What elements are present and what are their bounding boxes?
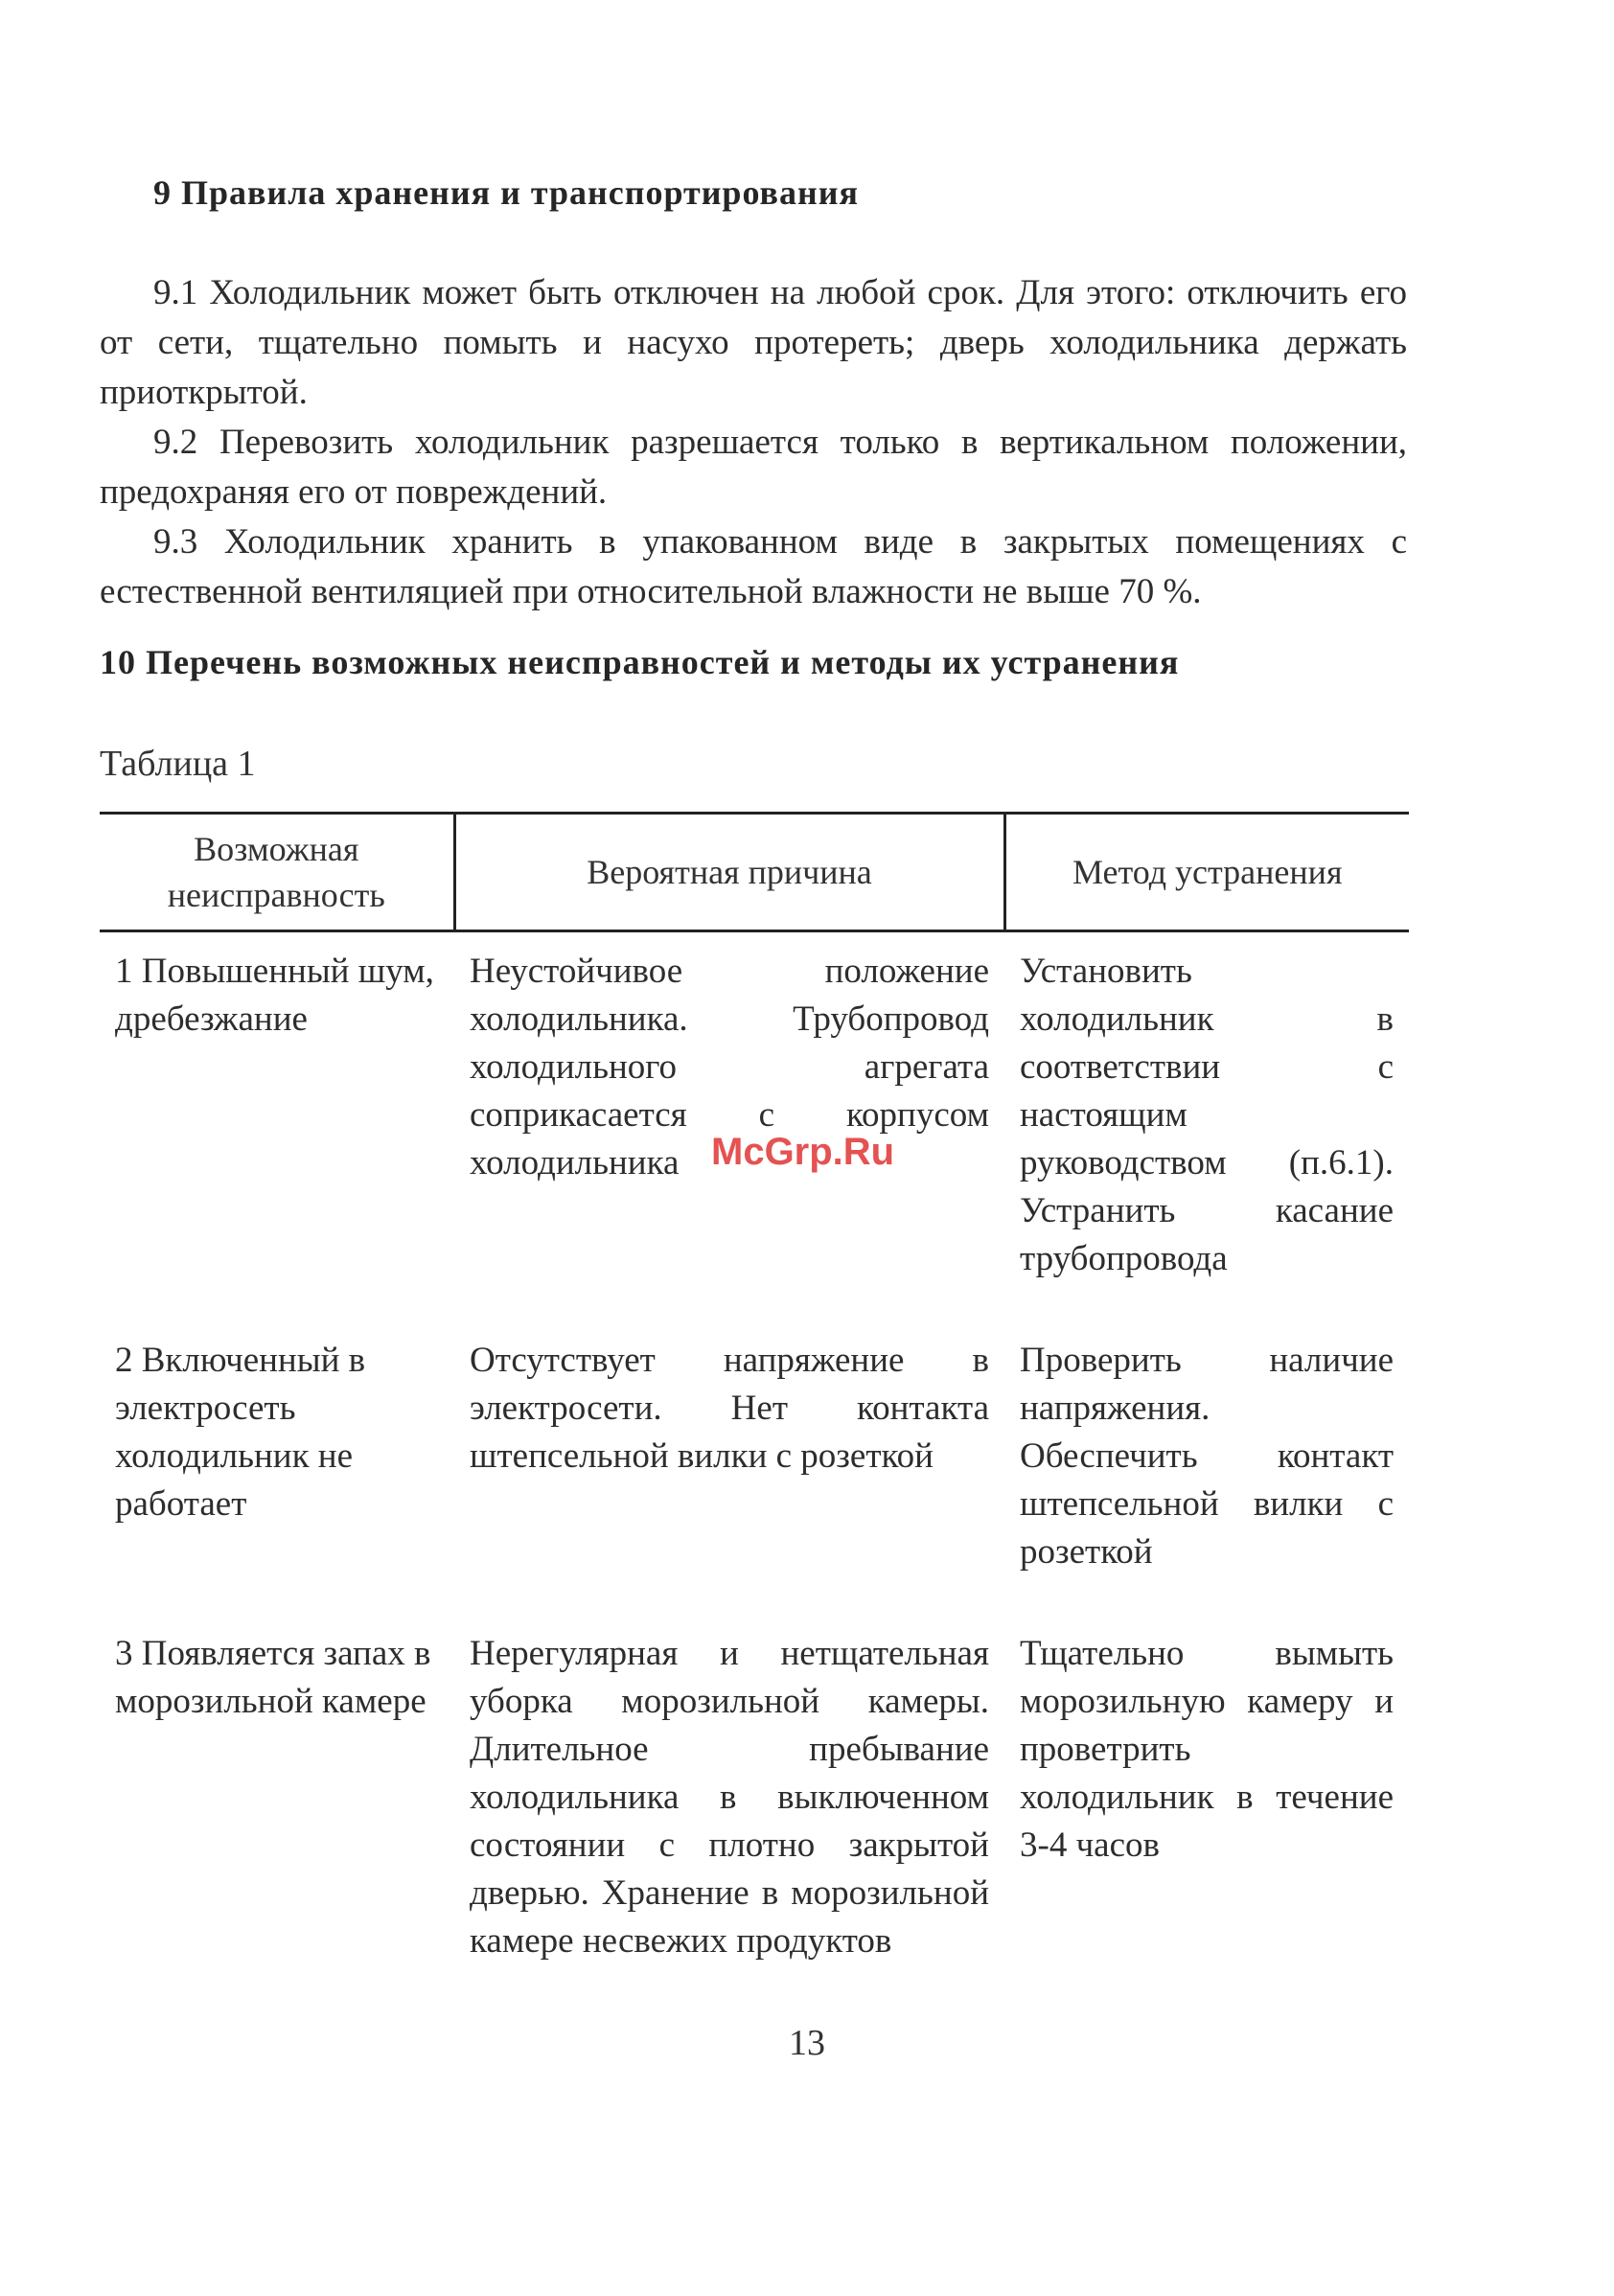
cell-cause: Нерегулярная и нетщательная уборка морозильной камеры. Длительное пребывание холодильника в выключенном состоянии с плотно закрытой дверью. Хранение в морозильной камере несвежих продуктов	[470, 1634, 989, 1961]
table-row	[100, 931, 1409, 1322]
watermark: McGrp.Ru	[711, 1131, 895, 1173]
cell-fix: Проверить наличие напряжения. Обеспечить контакт штепсельной вилки с розеткой	[1020, 1341, 1394, 1572]
paragraph-9-2: 9.2 Перевозить холодильник разрешается только в вертикальном положении, предохраняя его от повреждений.	[100, 423, 1407, 512]
page-number: 13	[789, 2023, 825, 2063]
cell-fault: 1 Повышенный шум, дребезжание	[115, 952, 434, 1039]
header-fault: Возможная неисправность	[100, 814, 454, 931]
table-header-row	[100, 814, 1409, 931]
table-caption: Таблица 1	[100, 744, 256, 784]
cell-cause: Отсутствует напряжение в электросети. Нет контакта штепсельной вилки с розеткой	[470, 1341, 989, 1476]
table-row	[100, 1321, 1409, 1615]
cell-cause: Неустойчивое положение холодильника. Трубопровод холодильного агрегата соприкасается с корпусом холодильника	[470, 952, 989, 1182]
paragraph-9-3: 9.3 Холодильник хранить в упакованном виде в закрытых помещениях с естественной вентиляцией при относительной влажности не выше 70 %.	[100, 522, 1407, 611]
cell-fault: 3 Появляется запах в морозильной камере	[115, 1634, 431, 1721]
table-row	[100, 1615, 1409, 2004]
section-heading-faults: 10 Перечень возможных неисправностей и методы их устранения	[100, 643, 1180, 681]
cell-fault: 2 Включенный в электросеть холодильник не работает	[115, 1341, 366, 1524]
cell-fix: Установить холодильник в соответствии с настоящим руководством (п.6.1). Устранить касание трубопровода	[1020, 952, 1394, 1278]
faults-table	[100, 812, 1409, 2004]
cell-fix: Тщательно вымыть морозильную камеру и проветрить холодильник в течение 3-4 часов	[1020, 1634, 1394, 1865]
header-fix: Метод устранения	[1004, 814, 1409, 931]
section-heading-storage: 9 Правила хранения и транспортирования	[153, 173, 859, 212]
paragraph-9-1: 9.1 Холодильник может быть отключен на любой срок. Для этого: отключить его от сети, тщательно помыть и насухо протереть; дверь холодильника держать приоткрытой.	[100, 273, 1407, 412]
header-cause: Вероятная причина	[454, 814, 1004, 931]
